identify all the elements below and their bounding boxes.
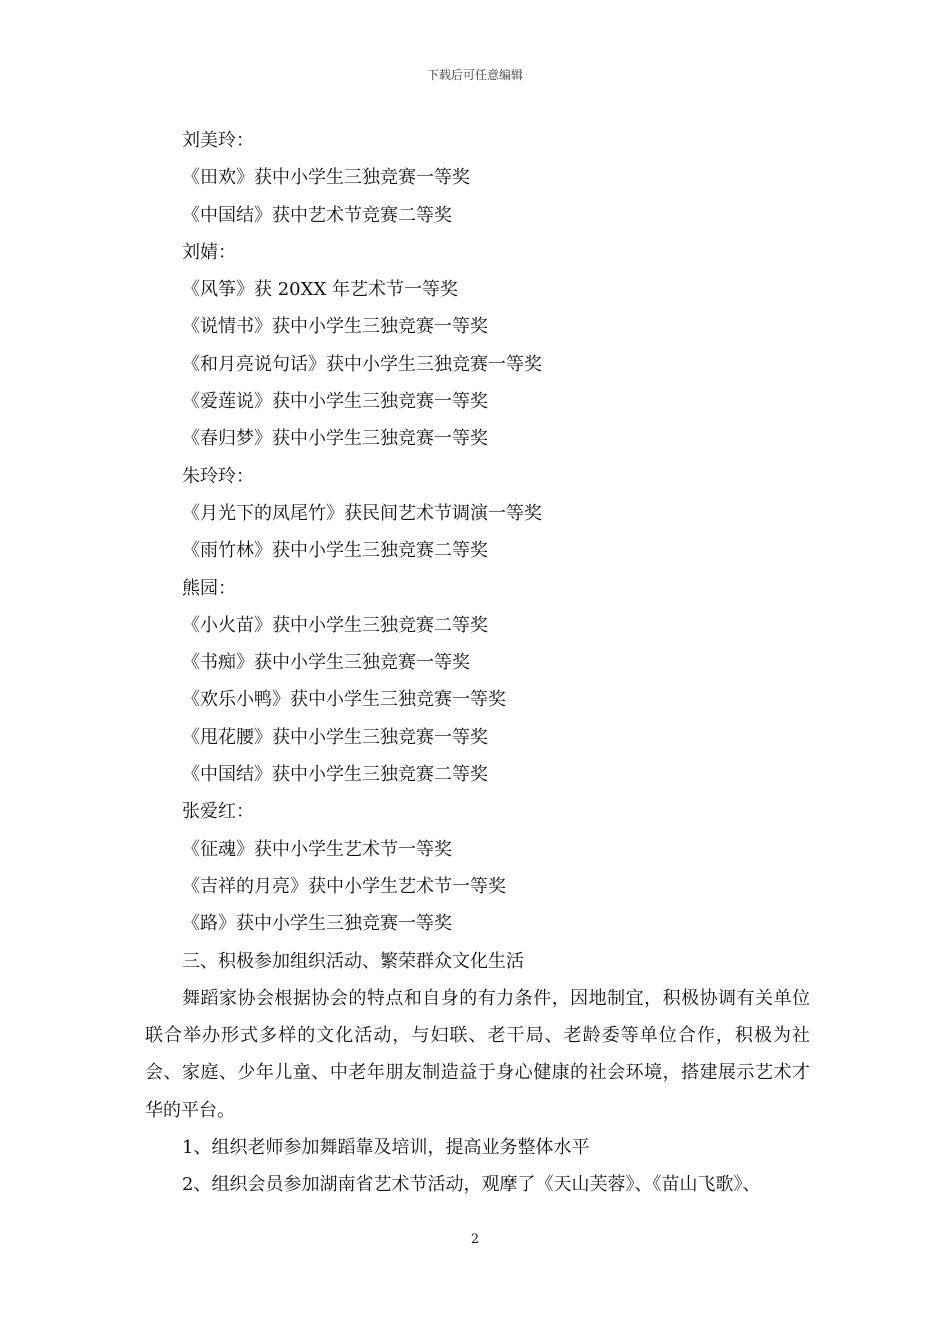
text-line: 《征魂》获中小学生艺术节一等奖 [182, 838, 452, 860]
body-paragraph: 舞蹈家协会根据协会的特点和自身的有力条件，因地制宜，积极协调有关单位联合举办形式多样的文化活动，与妇联、老干局、老龄委等单位合作，积极为社会、家庭、少年儿童、中老年朋友制造益于身心健康的社会环境，搭建展示艺术才华的平台。 [145, 987, 810, 1121]
page-header: 下载后可任意编辑 [426, 68, 523, 82]
text-line: 《欢乐小鸭》获中小学生三独竞赛一等奖 [182, 689, 506, 711]
text-line: 《春归梦》获中小学生三独竞赛一等奖 [182, 428, 488, 450]
text-line: 《田欢》获中小学生三独竞赛一等奖 [182, 167, 470, 189]
list-item: 2、组织会员参加湖南省艺术节活动，观摩了《天山芙蓉》、《苗山飞歌》、 [182, 1174, 761, 1196]
text-line: 朱玲玲： [182, 465, 254, 487]
text-line: 《说情书》获中小学生三独竞赛一等奖 [182, 316, 488, 338]
text-line: 《中国结》获中小学生三独竞赛二等奖 [182, 764, 488, 786]
text-line: 《爱莲说》获中小学生三独竞赛一等奖 [182, 391, 488, 413]
page-number: 2 [470, 1232, 480, 1247]
section-heading: 三、积极参加组织活动、繁荣群众文化生活 [182, 950, 524, 972]
document-body [145, 122, 810, 1204]
text-line: 《雨竹林》获中小学生三独竞赛二等奖 [182, 540, 488, 562]
text-line: 张爱红： [182, 801, 254, 823]
text-line: 《月光下的凤尾竹》获民间艺术节调演一等奖 [182, 502, 542, 524]
list-item: 1、组织老师参加舞蹈靠及培训，提高业务整体水平 [182, 1137, 590, 1159]
text-line: 《甩花腰》获中小学生三独竞赛一等奖 [182, 726, 488, 748]
text-line: 《书痴》获中小学生三独竞赛一等奖 [182, 652, 470, 674]
text-line: 《风筝》获 20XX 年艺术节一等奖 [182, 279, 458, 301]
text-line: 《中国结》获中艺术节竞赛二等奖 [182, 204, 452, 226]
text-line: 刘婧： [182, 241, 236, 263]
text-line: 《吉祥的月亮》获中小学生艺术节一等奖 [182, 875, 506, 897]
text-line: 熊园： [182, 577, 236, 599]
text-line: 《小火苗》获中小学生三独竞赛二等奖 [182, 614, 488, 636]
text-line: 刘美玲： [182, 130, 254, 151]
text-line: 《路》获中小学生三独竞赛一等奖 [182, 913, 452, 935]
text-line: 《和月亮说句话》获中小学生三独竞赛一等奖 [182, 353, 542, 375]
